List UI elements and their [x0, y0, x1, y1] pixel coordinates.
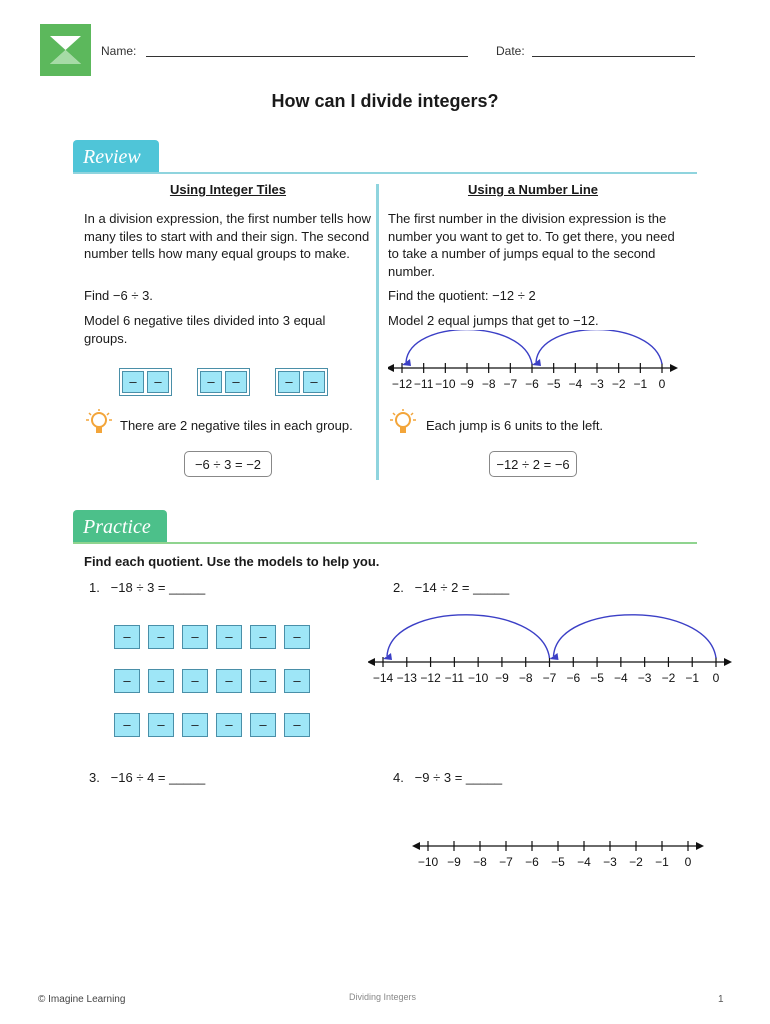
numberline-model: Model 2 equal jumps that get to −12. — [388, 313, 599, 328]
negative-tile: – — [122, 371, 144, 393]
negative-tile[interactable]: – — [216, 713, 242, 737]
column-divider — [376, 184, 379, 480]
tick-label: −4 — [577, 855, 591, 869]
tiles-answer: −6 ÷ 3 = −2 — [184, 451, 272, 477]
tiles-model: Model 6 negative tiles divided into 3 equal groups. — [84, 313, 326, 346]
negative-tile: – — [225, 371, 247, 393]
date-line[interactable] — [532, 56, 695, 57]
right-arrow-icon — [724, 658, 732, 666]
integer-tiles-heading: Using Integer Tiles — [169, 182, 287, 197]
negative-tile[interactable]: – — [182, 713, 208, 737]
review-tab: Review — [73, 140, 159, 174]
tick-label: −2 — [629, 855, 643, 869]
tick-label: −7 — [503, 377, 518, 391]
tick-label: −4 — [568, 377, 583, 391]
review-rule — [73, 172, 697, 174]
question-2: 2. −14 ÷ 2 = _____ — [393, 580, 510, 595]
tile-group — [275, 368, 328, 396]
question-2-number-line — [368, 610, 734, 690]
lightbulb-icon — [86, 408, 112, 438]
tick-label: −10 — [417, 855, 439, 869]
question-3: 3. −16 ÷ 4 = _____ — [89, 770, 206, 785]
negative-tile[interactable]: – — [284, 625, 310, 649]
tick-label: −11 — [444, 671, 465, 685]
name-label: Name: — [101, 44, 137, 58]
tick-label: −6 — [525, 855, 539, 869]
negative-tile[interactable]: – — [114, 713, 140, 737]
right-arrow-icon — [696, 842, 704, 850]
negative-tile[interactable]: – — [148, 713, 174, 737]
tick-label: −5 — [546, 377, 561, 391]
tick-label: −12 — [420, 671, 441, 685]
negative-tile[interactable]: – — [114, 669, 140, 693]
negative-tile: – — [278, 371, 300, 393]
negative-tile[interactable]: – — [148, 625, 174, 649]
numberline-find: Find the quotient: −12 ÷ 2 — [388, 288, 536, 303]
tick-label: −13 — [396, 671, 417, 685]
practice-rule — [73, 542, 697, 544]
negative-tile[interactable]: – — [182, 625, 208, 649]
tick-label: −14 — [372, 671, 394, 685]
practice-tab: Practice — [73, 510, 167, 544]
tick-label: −10 — [435, 377, 456, 391]
tick-label: −6 — [525, 377, 539, 391]
tick-label: −7 — [499, 855, 513, 869]
name-line[interactable] — [146, 56, 468, 57]
left-arrow-icon — [388, 364, 394, 372]
tick-label: −5 — [590, 671, 604, 685]
question-1: 1. −18 ÷ 3 = _____ — [89, 580, 206, 595]
tick-label: −9 — [495, 671, 509, 685]
tile-group — [119, 368, 172, 396]
page-title: How can I divide integers? — [271, 91, 499, 111]
tick-label: −12 — [391, 377, 413, 391]
right-arrow-icon — [670, 364, 678, 372]
tick-label: −9 — [460, 377, 474, 391]
numberline-answer: −12 ÷ 2 = −6 — [489, 451, 577, 477]
jump-arc — [406, 330, 532, 364]
negative-tile[interactable]: – — [148, 669, 174, 693]
lightbulb-icon — [390, 408, 416, 438]
negative-tile[interactable]: – — [284, 713, 310, 737]
negative-tile[interactable]: – — [182, 669, 208, 693]
tick-label: −8 — [518, 671, 533, 685]
tick-label: −8 — [473, 855, 487, 869]
tick-label: −10 — [467, 671, 489, 685]
tick-label: −7 — [542, 671, 557, 685]
tick-label: −5 — [551, 855, 565, 869]
practice-instruction: Find each quotient. Use the models to help you. — [84, 554, 380, 569]
page-number: 1 — [718, 994, 724, 1005]
question-4-number-line — [410, 834, 706, 876]
negative-tile[interactable]: – — [250, 713, 276, 737]
tick-label: −3 — [603, 855, 617, 869]
numberline-explanation: The first number in the division expression is the number you want to get to. To get there, you need to take a number of jumps equal to the second number. — [388, 211, 675, 279]
tick-label: −6 — [566, 671, 581, 685]
negative-tile[interactable]: – — [250, 625, 276, 649]
tick-label: −3 — [590, 377, 604, 391]
negative-tile: – — [303, 371, 325, 393]
jump-arc — [387, 615, 550, 658]
negative-tile[interactable]: – — [216, 625, 242, 649]
negative-tile[interactable]: – — [216, 669, 242, 693]
tick-label: −9 — [447, 855, 461, 869]
negative-tile: – — [147, 371, 169, 393]
jump-arc — [536, 330, 662, 364]
tick-label: −3 — [637, 671, 652, 685]
tick-label: −2 — [611, 377, 626, 391]
tiles-tip: There are 2 negative tiles in each group. — [120, 418, 353, 433]
number-line-heading: Using a Number Line — [467, 182, 599, 197]
tick-label: −11 — [413, 377, 434, 391]
negative-tile: – — [200, 371, 222, 393]
tile-group — [197, 368, 250, 396]
jump-arc — [554, 615, 717, 658]
tick-label: −1 — [655, 855, 669, 869]
tick-label: 0 — [684, 855, 692, 869]
footer-topic: Dividing Integers — [349, 992, 417, 1002]
tiles-find: Find −6 ÷ 3. — [84, 288, 153, 303]
tiles-explanation: In a division expression, the first number tells how many tiles to start with and their sign. The second number tells how many equal groups to make. — [84, 211, 371, 261]
left-arrow-icon — [412, 842, 420, 850]
tick-label: −8 — [481, 377, 496, 391]
tick-label: −1 — [685, 671, 700, 685]
question-4: 4. −9 ÷ 3 = _____ — [393, 770, 503, 785]
imagine-learning-logo — [40, 24, 91, 76]
negative-tile[interactable]: – — [250, 669, 276, 693]
tick-label: 0 — [712, 671, 720, 685]
date-label: Date: — [496, 44, 525, 58]
copyright: © Imagine Learning — [38, 994, 126, 1005]
tick-label: −1 — [633, 377, 648, 391]
tick-label: −2 — [661, 671, 676, 685]
negative-tile[interactable]: – — [114, 625, 140, 649]
review-number-line — [388, 330, 684, 400]
tick-label: −4 — [614, 671, 628, 685]
numberline-tip: Each jump is 6 units to the left. — [426, 418, 604, 433]
tick-label: 0 — [658, 377, 666, 391]
negative-tile[interactable]: – — [284, 669, 310, 693]
left-arrow-icon — [368, 658, 375, 666]
